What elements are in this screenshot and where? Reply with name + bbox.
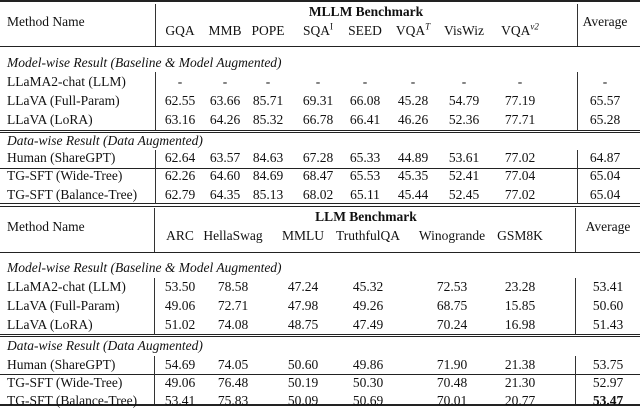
table-cell: 49.26	[352, 298, 384, 313]
table-cell: 62.26	[164, 168, 196, 183]
table-cell: 64.60	[209, 168, 241, 183]
average-cell: 65.28	[589, 112, 621, 127]
average-cell: 53.41	[592, 279, 624, 294]
table-cell: -	[315, 74, 321, 89]
column-header	[444, 23, 484, 39]
table-cell: -	[222, 74, 228, 89]
table-cell: 50.60	[287, 357, 319, 372]
table-cell: -	[461, 74, 467, 89]
table-cell: 50.19	[287, 375, 319, 390]
table-rule	[0, 130, 640, 131]
table-cell: -	[177, 74, 183, 89]
table-rule	[0, 334, 640, 335]
method-name: LLaVA (Full-Param)	[7, 298, 120, 313]
average-cell: 64.87	[589, 150, 621, 165]
column-header	[203, 228, 262, 244]
table-cell: 47.24	[287, 279, 319, 294]
table-cell: 74.08	[217, 317, 249, 332]
method-name: TG-SFT (Balance-Tree)	[7, 393, 138, 408]
column-header	[336, 228, 400, 244]
column-header	[282, 228, 324, 244]
table-cell: 54.79	[448, 93, 480, 108]
method-name: TG-SFT (Wide-Tree)	[7, 375, 123, 390]
column-label: MMLU	[281, 228, 325, 243]
table-cell: 77.71	[504, 112, 536, 127]
column-label: MMB	[208, 23, 242, 38]
section-title: Model-wise Result (Baseline & Model Augmented)	[7, 260, 282, 275]
table-cell: 66.41	[349, 112, 381, 127]
table-cell: 68.47	[302, 168, 334, 183]
method-name: LLaVA (LoRA)	[7, 317, 93, 332]
table-cell: 53.50	[164, 279, 196, 294]
column-label: SEED	[348, 23, 382, 38]
table-cell: 52.45	[448, 187, 480, 202]
column-label: GQA	[165, 23, 195, 38]
table-rule	[0, 203, 640, 204]
column-label: VisWiz	[444, 23, 484, 38]
table-cell: 64.26	[209, 112, 241, 127]
table-cell: 50.69	[352, 393, 384, 408]
table-cell: 84.63	[252, 150, 284, 165]
table-cell: -	[517, 74, 523, 89]
table-cell: 66.08	[349, 93, 381, 108]
table-cell: 63.16	[164, 112, 196, 127]
average-header: Average	[585, 218, 631, 234]
column-label: TruthfulQA	[335, 228, 401, 243]
table-cell: 21.38	[504, 357, 536, 372]
column-header	[251, 23, 284, 39]
average-cell: 53.75	[592, 357, 624, 372]
column-divider	[577, 4, 578, 46]
table-cell: 63.66	[209, 93, 241, 108]
column-divider	[154, 356, 155, 404]
table-cell: 70.48	[436, 375, 468, 390]
table-cell: 47.98	[287, 298, 319, 313]
column-header	[303, 23, 333, 39]
table-cell: 72.71	[217, 298, 249, 313]
table-cell: 49.06	[164, 375, 196, 390]
column-header	[208, 23, 241, 39]
table-cell: 68.02	[302, 187, 334, 202]
column-label: POPE	[251, 23, 285, 38]
table-cell: 77.19	[504, 93, 536, 108]
table-cell: 45.44	[397, 187, 429, 202]
table-rule	[0, 336, 640, 337]
table-cell: 52.41	[448, 168, 480, 183]
section-title: Model-wise Result (Baseline & Model Augmented)	[7, 55, 282, 70]
column-superscript: T	[425, 21, 431, 32]
average-cell: 53.47	[592, 393, 624, 408]
column-label: ARC	[166, 228, 194, 243]
benchmark-group-header: LLM Benchmark	[315, 209, 417, 224]
method-name: TG-SFT (Balance-Tree)	[7, 187, 138, 202]
column-divider	[155, 72, 156, 130]
table-cell: 46.26	[397, 112, 429, 127]
table-cell: 53.61	[448, 150, 480, 165]
table-cell: 62.55	[164, 93, 196, 108]
table-cell: 62.79	[164, 187, 196, 202]
method-name: LLaVA (Full-Param)	[7, 93, 120, 108]
table-cell: 85.71	[252, 93, 284, 108]
table-cell: 84.69	[252, 168, 284, 183]
table-cell: 45.35	[397, 168, 429, 183]
table-cell: 85.32	[252, 112, 284, 127]
table-cell: 54.69	[164, 357, 196, 372]
table-cell: 67.28	[302, 150, 334, 165]
table-cell: 74.05	[217, 357, 249, 372]
column-divider	[154, 278, 155, 335]
column-label: GSM8K	[497, 228, 543, 243]
table-cell: 51.02	[164, 317, 196, 332]
table-cell: 69.31	[302, 93, 334, 108]
table-cell: 49.06	[164, 298, 196, 313]
table-cell: 20.77	[504, 393, 536, 408]
table-cell: 52.36	[448, 112, 480, 127]
column-label: HellaSwag	[203, 228, 263, 243]
table-cell: 48.75	[287, 317, 319, 332]
table-cell: 50.09	[287, 393, 319, 408]
column-divider	[577, 72, 578, 130]
table-cell: 63.57	[209, 150, 241, 165]
column-header	[396, 23, 430, 39]
method-name: LLaMA2-chat (LLM)	[7, 74, 126, 89]
table-cell: 45.32	[352, 279, 384, 294]
column-superscript: v2	[530, 21, 539, 32]
column-label: SQA	[302, 23, 331, 38]
table-cell: 77.04	[504, 168, 536, 183]
table-cell: 70.24	[436, 317, 468, 332]
column-divider	[575, 356, 576, 404]
column-label: VQA	[501, 23, 531, 38]
table-cell: 77.02	[504, 187, 536, 202]
average-header: Average	[582, 13, 628, 29]
method-name-header: Method Name	[7, 13, 85, 29]
table-cell: -	[410, 74, 416, 89]
table-rule	[0, 252, 640, 253]
column-label: Winogrande	[418, 228, 486, 243]
table-cell: 65.33	[349, 150, 381, 165]
table-cell: 49.86	[352, 357, 384, 372]
table-cell: 64.35	[209, 187, 241, 202]
average-cell: 52.97	[592, 375, 624, 390]
table-cell: 77.02	[504, 150, 536, 165]
table-cell: 71.90	[436, 357, 468, 372]
column-divider	[154, 208, 155, 252]
benchmark-group-header: MLLM Benchmark	[308, 4, 424, 19]
table-cell: 65.11	[350, 187, 380, 202]
table-cell: 70.01	[436, 393, 468, 408]
table-cell: 72.53	[436, 279, 468, 294]
table-cell: 75.83	[217, 393, 249, 408]
table-cell: 85.13	[252, 187, 284, 202]
table-rule	[0, 0, 640, 2]
table-cell: 21.30	[504, 375, 536, 390]
method-name: LLaVA (LoRA)	[7, 112, 93, 127]
average-cell: -	[602, 74, 608, 89]
average-cell: 65.04	[589, 187, 621, 202]
table-cell: 76.48	[217, 375, 249, 390]
column-header	[419, 228, 485, 244]
column-divider	[577, 150, 578, 204]
method-name: TG-SFT (Wide-Tree)	[7, 168, 123, 183]
method-name: Human (ShareGPT)	[7, 357, 116, 372]
section-title: Data-wise Result (Data Augmented)	[7, 338, 203, 353]
average-cell: 65.57	[589, 93, 621, 108]
table-cell: 16.98	[504, 317, 536, 332]
table-cell: 15.85	[504, 298, 536, 313]
method-name: LLaMA2-chat (LLM)	[7, 279, 126, 294]
section-title: Data-wise Result (Data Augmented)	[7, 133, 203, 148]
method-name-header: Method Name	[7, 218, 85, 234]
column-header	[497, 228, 543, 244]
table-cell: -	[362, 74, 368, 89]
table-cell: 65.53	[349, 168, 381, 183]
average-cell: 51.43	[592, 317, 624, 332]
column-label: VQA	[395, 23, 426, 38]
table-rule	[0, 46, 640, 47]
table-cell: 50.30	[352, 375, 384, 390]
column-divider	[575, 208, 576, 252]
table-cell: 47.49	[352, 317, 384, 332]
table-cell: 44.89	[397, 150, 429, 165]
average-cell: 50.60	[592, 298, 624, 313]
table-cell: 62.64	[164, 150, 196, 165]
table-cell: 45.28	[397, 93, 429, 108]
column-header	[165, 23, 194, 39]
table-cell: 78.58	[217, 279, 249, 294]
column-header	[348, 23, 382, 39]
column-divider	[155, 150, 156, 204]
table-cell: 66.78	[302, 112, 334, 127]
column-header	[501, 23, 539, 39]
table-cell: 53.41	[164, 393, 196, 408]
average-cell: 65.04	[589, 168, 621, 183]
method-name: Human (ShareGPT)	[7, 150, 116, 165]
column-header	[166, 228, 194, 244]
column-divider	[155, 4, 156, 46]
table-rule	[0, 206, 640, 207]
column-superscript: I	[330, 21, 334, 32]
table-cell: 23.28	[504, 279, 536, 294]
column-divider	[575, 278, 576, 335]
table-cell: 68.75	[436, 298, 468, 313]
table-cell: -	[265, 74, 271, 89]
